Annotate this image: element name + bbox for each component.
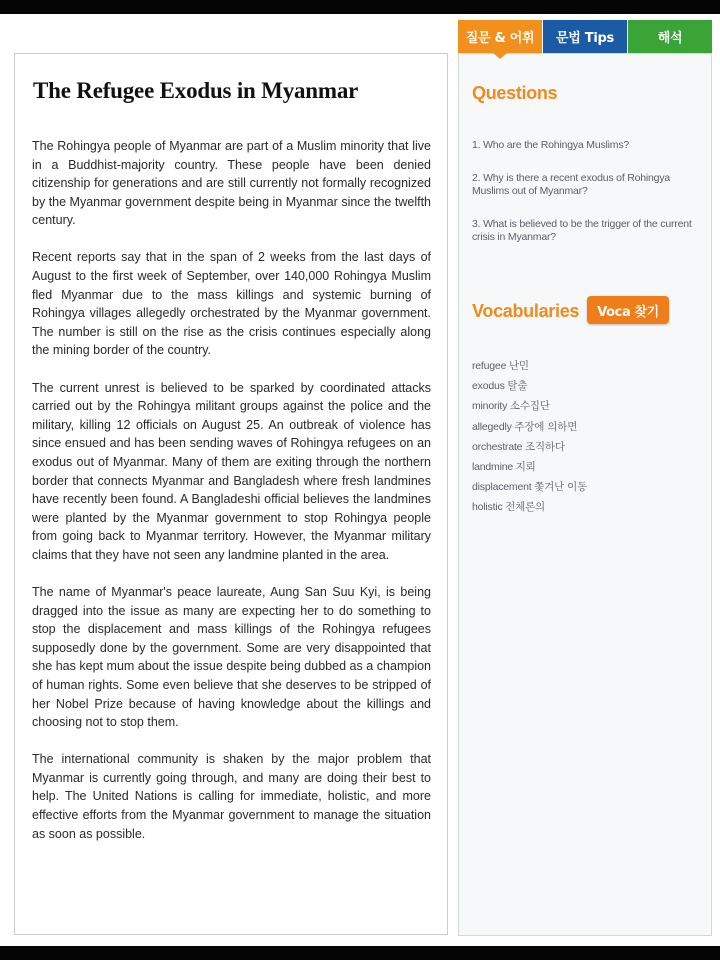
vocab-item [472,400,702,413]
article-title: The Refugee Exodus in Myanmar [33,78,359,103]
vocab-meaning: 지뢰 [515,460,536,473]
tab-bar [458,20,712,54]
article-paragraph: The international community is shaken by the major problem that Myanmar is currently going through, and many are doing their best to help. The United Nations is calling for immediate, holistic, and more effective efforts from the Myanmar government to manage the situation as soon as possible. [32,752,431,841]
tab-questions-vocab[interactable]: 질문 & 어휘 [458,20,542,53]
voca-search-button[interactable]: Voca 찾기 [587,296,669,324]
vocab-word: refugee [472,360,507,372]
vocabulary-list [472,360,702,522]
tab-grammar-tips[interactable]: 문법 Tips [543,20,627,53]
vocab-word: displacement [472,481,532,494]
vocab-word: holistic [472,501,503,514]
vocab-word: allegedly [472,420,512,433]
bottom-border-bar [0,946,720,960]
vocab-meaning: 전체론의 [505,501,545,514]
vocab-meaning: 조직하다 [525,440,565,453]
question-item: 3. What is believed to be the trigger of the current crisis in Myanmar? [472,218,692,243]
question-item: 2. Why is there a recent exodus of Rohingya Muslims out of Myanmar? [472,172,671,197]
vocabularies-heading: Vocabularies [472,301,580,321]
article-panel [14,53,448,935]
article-paragraph: The current unrest is believed to be sparked by coordinated attacks carried out by the Rohingya militant groups against the police and the military, killing 12 officials on August 25. An outbreak of violence has since ensued and has been sending waves of Rohingya refugees on an exodus out of Myanmar. Many of them are exiting through the northern border that connects Myanmar and Bangladesh where fresh landmines have recently been found. A Bangladeshi official believes the landmines were planted by the Myanmar government to stop Rohingya people from going back to Myanmar territory. However, the Myanmar military claims that they have not seen any landmine planted in the area. [32,380,431,562]
article-paragraph: The name of Myanmar's peace laureate, Aung San Suu Kyi, is being dragged into the issue as many are expecting her to do something to stop the displacement and mass killings of the Rohingya refugees supposedly done by the government. Some are very disappointed that she has kept mum about the issue despite being dubbed as a champion of human rights. Some even believe that she deserves to be stripped of her Nobel Prize because of having knowledge about the killings and choosing not to stop them. [32,584,431,730]
question-item: 1. Who are the Rohingya Muslims? [472,139,630,151]
vocab-meaning: 탈출 [507,380,528,393]
vocab-word: orchestrate [472,440,523,453]
vocab-item [472,421,702,434]
questions-heading: Questions [472,83,558,103]
vocab-item [472,360,702,373]
vocab-meaning: 소수집단 [509,400,550,413]
vocab-word: landmine [472,460,514,473]
study-sidebar [458,53,712,936]
vocab-meaning: 쫓겨난 이동 [534,481,588,494]
top-border-bar [0,0,720,14]
vocab-meaning: 주장에 의하면 [514,420,578,433]
vocab-item [472,441,702,454]
vocab-meaning: 난민 [508,360,529,372]
vocab-item [472,501,702,514]
article-paragraph: Recent reports say that in the span of 2 weeks from the last days of August to the first week of September, over 140,000 Rohingya Muslim fled Myanmar due to the mass killings and systemic burning of Rohingya villages allegedly orchestrated by the Myanmar government. The number is still on the rise as the crisis continues especially along the mining border of the country. [32,250,431,358]
questions-list [472,139,702,264]
active-tab-pointer-icon [493,53,507,59]
vocab-word: minority [472,400,508,413]
vocab-word: exodus [472,380,505,393]
article-paragraph: The Rohingya people of Myanmar are part of a Muslim minority that live in a Buddhist-majority country. These people have been denied citizenship for generations and are still currently not formally recognized by the Myanmar government despite being in Myanmar since the twelfth century. [32,139,431,228]
article-body [32,137,431,862]
vocab-item [472,380,702,393]
tab-translation[interactable]: 해석 [628,20,712,53]
vocab-item [472,481,702,494]
vocab-item [472,461,702,474]
